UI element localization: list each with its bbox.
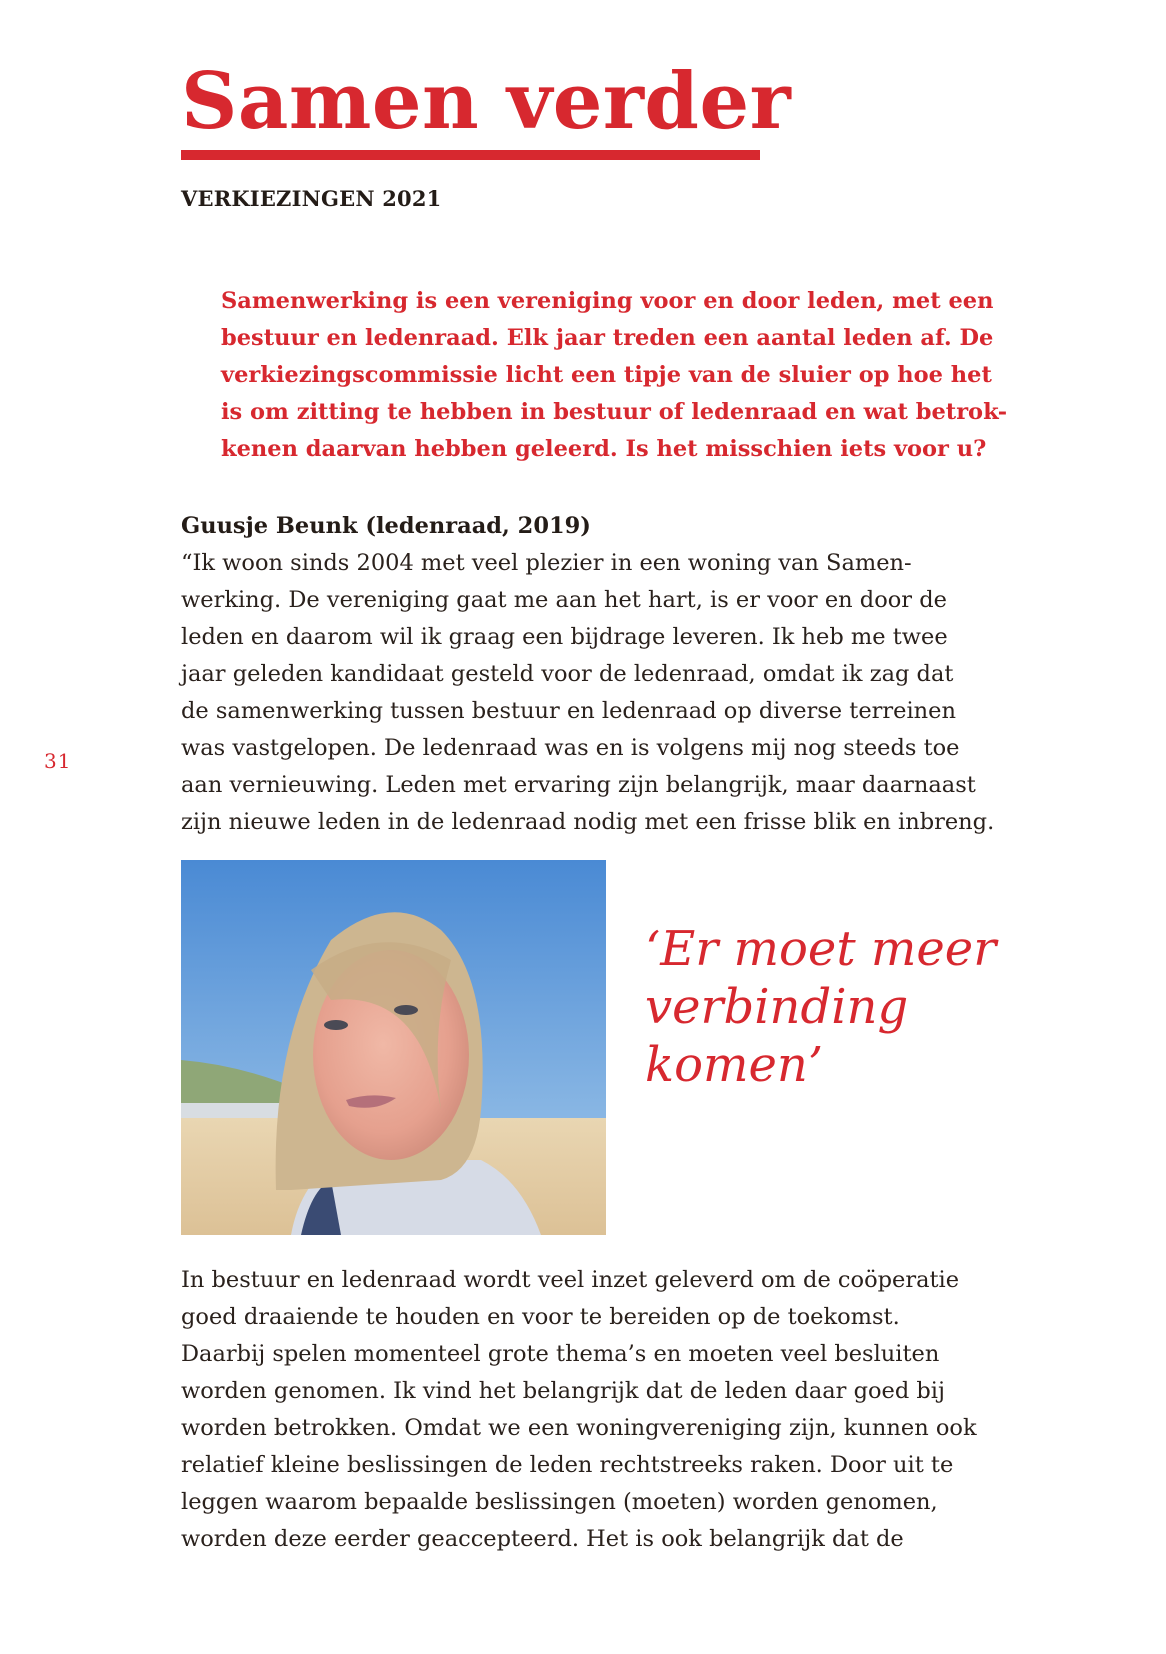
- intro-lead: [221, 283, 1051, 468]
- body-line: “Ik woon sinds 2004 met veel plezier in een woning van Samen-: [181, 550, 912, 576]
- body-line: was vastgelopen. De ledenraad was en is volgens mij nog steeds toe: [181, 735, 960, 761]
- pull-quote-line: komen’: [645, 1037, 824, 1093]
- byline: Guusje Beunk (ledenraad, 2019): [181, 513, 591, 539]
- body-line: worden deze eerder geaccepteerd. Het is ook belangrijk dat de: [181, 1526, 904, 1552]
- pull-quote-line: verbinding: [645, 979, 909, 1035]
- body-line: worden betrokken. Omdat we een woningvereniging zijn, kunnen ook: [181, 1415, 977, 1441]
- eye-right: [394, 1005, 418, 1015]
- intro-line: verkiezingscommissie licht een tipje van de sluier op hoe het: [221, 362, 992, 388]
- title-underline: [181, 150, 760, 160]
- intro-line: bestuur en ledenraad. Elk jaar treden een aantal leden af. De: [221, 325, 994, 351]
- article-paragraph-1: [181, 508, 1061, 841]
- eye-left: [324, 1020, 348, 1030]
- body-line: de samenwerking tussen bestuur en ledenraad op diverse terreinen: [181, 698, 956, 724]
- body-line: leggen waarom bepaalde beslissingen (moeten) worden genomen,: [181, 1489, 938, 1515]
- body-line: werking. De vereniging gaat me aan het hart, is er voor en door de: [181, 587, 947, 613]
- intro-line: Samenwerking is een vereniging voor en door leden, met een: [221, 288, 994, 314]
- body-line: worden genomen. Ik vind het belangrijk dat de leden daar goed bij: [181, 1378, 945, 1404]
- body-line: jaar geleden kandidaat gesteld voor de ledenraad, omdat ik zag dat: [181, 661, 954, 687]
- page-number: 31: [44, 749, 72, 773]
- page-title: Samen verder: [181, 56, 792, 147]
- body-line: goed draaiende te houden en voor te bereiden op de toekomst.: [181, 1304, 900, 1330]
- body-line: In bestuur en ledenraad wordt veel inzet geleverd om de coöperatie: [181, 1267, 960, 1293]
- body-line: zijn nieuwe leden in de ledenraad nodig met een frisse blik en inbreng.: [181, 809, 995, 835]
- body-line: leden en daarom wil ik graag een bijdrage leveren. Ik heb me twee: [181, 624, 948, 650]
- pull-quote-line: ‘Er moet meer: [645, 921, 997, 977]
- body-line: relatief kleine beslissingen de leden rechtstreeks raken. Door uit te: [181, 1452, 954, 1478]
- portrait-photo: [181, 860, 606, 1235]
- body-line: aan vernieuwing. Leden met ervaring zijn belangrijk, maar daarnaast: [181, 772, 976, 798]
- intro-line: is om zitting te hebben in bestuur of ledenraad en wat betrok-: [221, 399, 1008, 425]
- body-line: Daarbij spelen momenteel grote thema’s en moeten veel besluiten: [181, 1341, 940, 1367]
- intro-line: kenen daarvan hebben geleerd. Is het misschien iets voor u?: [221, 436, 987, 462]
- portrait-photo-illustration: [181, 860, 606, 1235]
- pull-quote: [645, 920, 1045, 1094]
- section-kicker: VERKIEZINGEN 2021: [181, 186, 442, 211]
- article-paragraph-2: [181, 1262, 1061, 1558]
